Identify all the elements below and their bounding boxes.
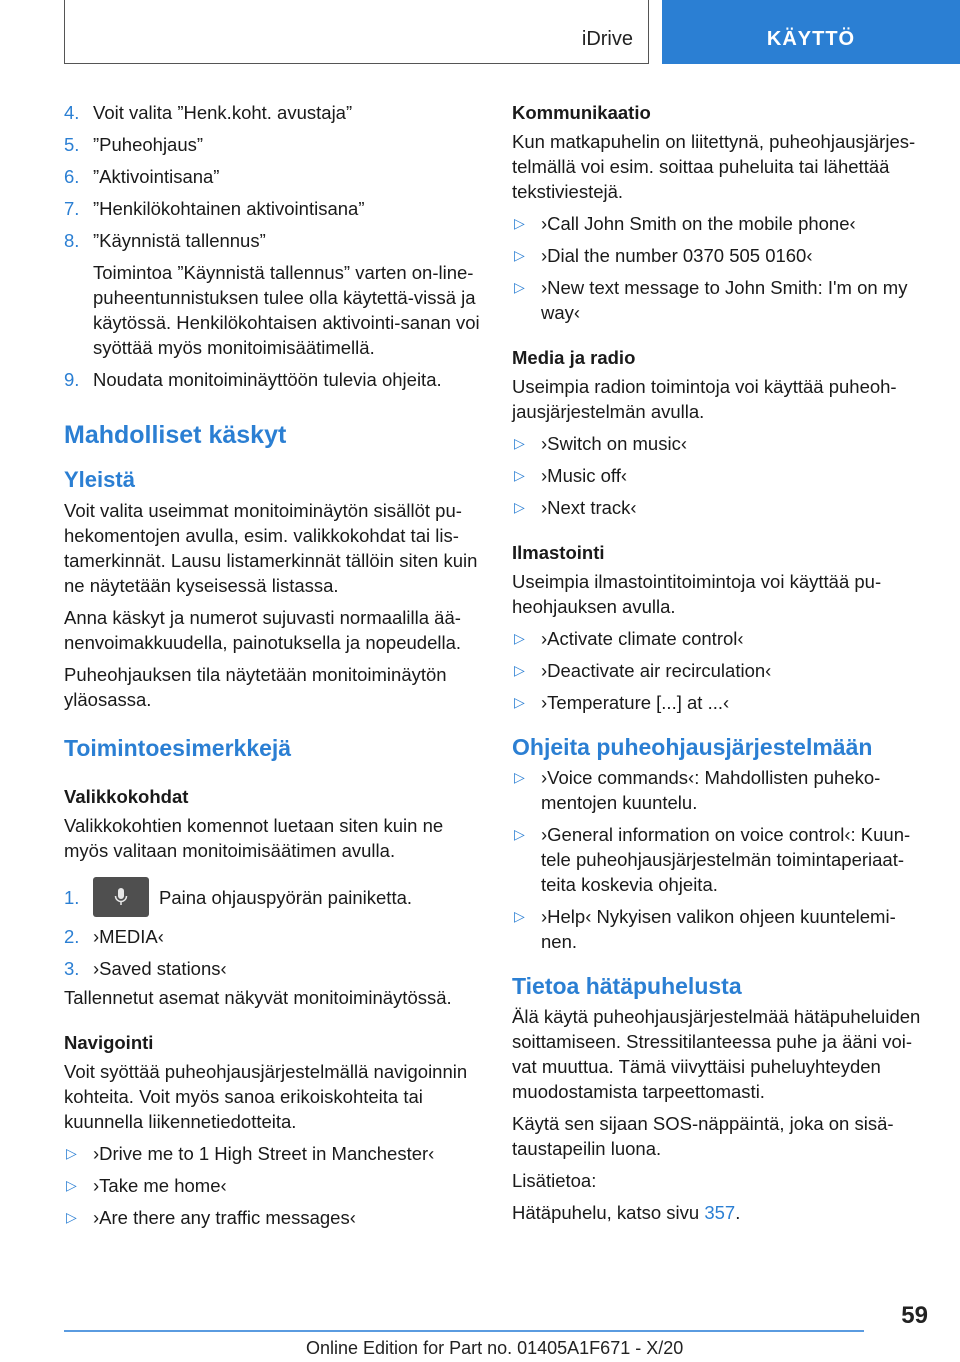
page-header [0, 0, 960, 66]
heading-possible-commands: Mahdolliset käskyt [64, 421, 287, 449]
heading-general: Yleistä [64, 467, 135, 492]
navigation-paragraph: Voit syöttää puheohjausjärjestelmällä navigoinnin kohteita. Voit myös sanoa erikoiskohteita tai kuunnella liikennetiedotteita. [64, 1061, 468, 1132]
header-section-title: iDrive [581, 28, 633, 50]
triangle-bullet-icon: ▷ [66, 1145, 77, 1161]
emergency-paragraph-3: Lisätietoa: [512, 1170, 597, 1191]
triangle-bullet-icon: ▷ [514, 630, 525, 646]
emergency-paragraph-1: Älä käytä puheohjausjärjestelmää hätäpuheluiden soittamiseen. Stressitilanteessa puhe ja ääni voi-vat muuttua. Tämä viivyttäisi puheluyhteyden muodostamista tarpeettomasti. [512, 1006, 921, 1102]
climate-paragraph: Useimpia ilmastointitoimintoja voi käyttää pu-heohjauksen avulla. [512, 571, 882, 617]
general-paragraph-2: Anna käskyt ja numerot sujuvasti normaalilla ää-nenvoimakkuudella, painotuksella ja nopeudella. [64, 607, 462, 653]
footer-edition: Online Edition for Part no. 01405A1F671 - X/20 [306, 1338, 684, 1358]
list-item: ▷ ›Take me home‹ [66, 1175, 227, 1196]
triangle-bullet-icon: ▷ [66, 1177, 77, 1193]
communication-paragraph: Kun matkapuhelin on liitettynä, puheohjausjärjes-telmällä voi esim. soittaa puheluita tai lähettää tekstiviestejä. [512, 131, 916, 202]
triangle-bullet-icon: ▷ [514, 662, 525, 678]
step-5: 5. ”Puheohjaus” [64, 134, 204, 155]
footer-divider [64, 1330, 864, 1332]
triangle-bullet-icon: ▷ [514, 247, 525, 263]
page-reference-link[interactable]: 357 [704, 1202, 736, 1223]
right-column [512, 100, 928, 1232]
list-item: ▷ ›Drive me to 1 High Street in Manchester‹ [66, 1143, 435, 1164]
list-item: ▷ ›Help‹ Nykyisen valikon ohjeen kuuntelemi-nen. [514, 906, 896, 952]
step-8: 8. ”Käynnistä tallennus” [64, 230, 266, 251]
header-chapter-tab[interactable]: KÄYTTÖ [662, 0, 960, 64]
list-item: ▷ ›Next track‹ [514, 497, 637, 518]
menu-step-2: 2. ›MEDIA‹ [64, 926, 164, 947]
list-item: ▷ ›Are there any traffic messages‹ [66, 1207, 356, 1228]
microphone-icon [114, 887, 128, 907]
list-item: ▷ ›Switch on music‹ [514, 433, 687, 454]
heading-voice-help: Ohjeita puheohjausjärjestelmään [512, 734, 873, 760]
triangle-bullet-icon: ▷ [514, 499, 525, 515]
triangle-bullet-icon: ▷ [514, 215, 525, 231]
microphone-button-icon [93, 877, 149, 917]
triangle-bullet-icon: ▷ [514, 467, 525, 483]
heading-communication: Kommunikaatio [512, 102, 651, 123]
general-paragraph-3: Puheohjauksen tila näytetään monitoiminäytön yläosassa. [64, 664, 447, 710]
list-item: ▷ ›Voice commands‹: Mahdollisten puheko-mentojen kuuntelu. [514, 767, 881, 813]
step-7: 7. ”Henkilökohtainen aktivointisana” [64, 198, 365, 219]
list-item: ▷ ›Temperature [...] at ...‹ [514, 692, 730, 713]
menu-paragraph: Valikkokohtien komennot luetaan siten kuin ne myös valitaan monitoimisäätimen avulla. [64, 815, 444, 861]
heading-navigation: Navigointi [64, 1032, 154, 1053]
heading-examples: Toimintoesimerkkejä [64, 735, 292, 761]
list-item: ▷ ›Music off‹ [514, 465, 628, 486]
page-number: 59 [901, 1302, 928, 1329]
media-paragraph: Useimpia radion toimintoja voi käyttää puheoh-jausjärjestelmän avulla. [512, 376, 897, 422]
list-item: ▷ ›Call John Smith on the mobile phone‹ [514, 213, 856, 234]
triangle-bullet-icon: ▷ [514, 908, 525, 924]
step-8-note: Toimintoa ”Käynnistä tallennus” varten on-line-puheentunnistuksen tulee olla käytettä-vissä ja käytössä. Henkilökohtaisen aktivointi-sanan voi syöttää myös monitoimisäätimellä. [93, 262, 480, 358]
triangle-bullet-icon: ▷ [514, 279, 525, 295]
triangle-bullet-icon: ▷ [514, 826, 525, 842]
list-item: ▷ ›Dial the number 0370 505 0160‹ [514, 245, 813, 266]
step-6: 6. ”Aktivointisana” [64, 166, 220, 187]
triangle-bullet-icon: ▷ [514, 769, 525, 785]
general-paragraph-1: Voit valita useimmat monitoiminäytön sisällöt pu-hekomentojen avulla, esim. valikkokohdat tai lis-tamerkinnät. Lausu listamerkinnät tällöin siten kuin ne näytetään kyseisessä listassa. [64, 500, 478, 596]
step-9: 9. Noudata monitoiminäyttöön tulevia ohjeita. [64, 369, 442, 390]
heading-emergency-call: Tietoa hätäpuhelusta [512, 973, 742, 999]
list-item: ▷ ›Deactivate air recirculation‹ [514, 660, 772, 681]
triangle-bullet-icon: ▷ [514, 694, 525, 710]
menu-step-3: 3. ›Saved stations‹ [64, 958, 227, 979]
list-item: ▷ ›New text message to John Smith: I'm on my way‹ [514, 277, 908, 323]
heading-climate: Ilmastointi [512, 542, 605, 563]
list-item: ▷ ›Activate climate control‹ [514, 628, 744, 649]
heading-media-radio: Media ja radio [512, 347, 636, 368]
list-item: ▷ ›General information on voice control‹: Kuun-tele puheohjausjärjestelmän toimintaperiaat-teita koskevia ohjeita. [514, 824, 911, 895]
emergency-paragraph-2: Käytä sen sijaan SOS-näppäintä, joka on sisä-taustapeilin luona. [512, 1113, 894, 1159]
menu-step-1: 1. Paina ohjauspyörän painiketta. [64, 877, 480, 917]
triangle-bullet-icon: ▷ [66, 1209, 77, 1225]
triangle-bullet-icon: ▷ [514, 435, 525, 451]
left-column [64, 100, 480, 1237]
heading-menu-items: Valikkokohdat [64, 786, 189, 807]
emergency-paragraph-4: Hätäpuhelu, katso sivu 357. [512, 1202, 741, 1223]
header-frame [64, 0, 649, 64]
menu-after-text: Tallennetut asemat näkyvät monitoiminäytössä. [64, 987, 452, 1008]
step-4: 4. Voit valita ”Henk.koht. avustaja” [64, 102, 353, 123]
